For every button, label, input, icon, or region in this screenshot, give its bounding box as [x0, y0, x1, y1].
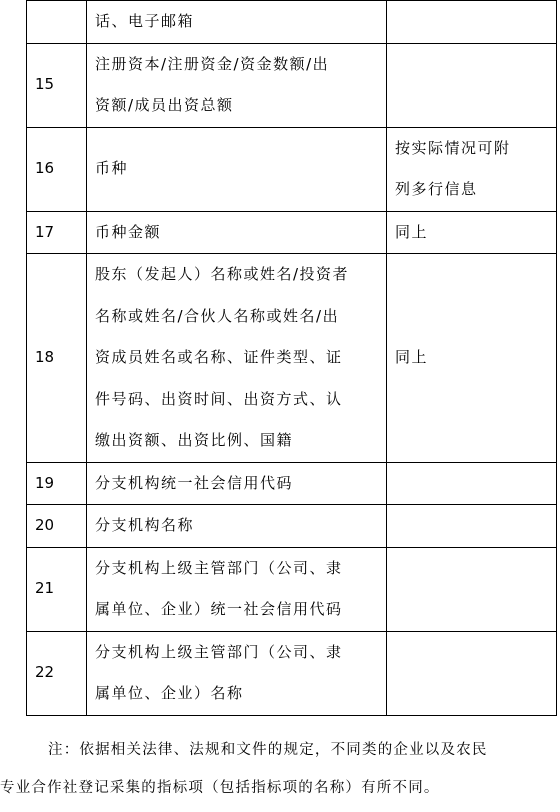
remark-line: 同上	[395, 348, 429, 366]
table-row	[27, 462, 557, 505]
remark-cell	[387, 547, 557, 631]
remark-cell	[387, 505, 557, 548]
indicator-item-line: 分支机构统一社会信用代码	[95, 473, 294, 492]
indicator-item-line: 分支机构名称	[95, 516, 195, 534]
indicator-item-line: 币种	[95, 159, 129, 178]
table-row	[27, 505, 557, 548]
table-row	[27, 254, 557, 463]
table-row	[27, 43, 557, 127]
indicator-item	[87, 462, 387, 505]
indicator-item-line: 属单位、企业）名称	[95, 684, 244, 702]
indicator-item	[87, 547, 387, 631]
indicator-item	[87, 254, 387, 463]
remark-line: 同上	[395, 222, 429, 241]
indicator-item-line: 币种金额	[95, 222, 162, 241]
footnote-line-2: 专业合作社登记采集的指标项（包括指标项的名称）有所不同。	[0, 780, 440, 796]
remark-cell	[387, 631, 557, 715]
indicator-item	[87, 43, 387, 127]
row-number: 19	[27, 462, 87, 505]
remark-line: 按实际情况可附	[395, 138, 511, 157]
row-number	[27, 1, 87, 44]
remark-line: 列多行信息	[395, 180, 478, 198]
indicator-item	[87, 127, 387, 211]
indicator-item	[87, 505, 387, 548]
row-number: 20	[27, 505, 87, 548]
remark-cell	[387, 43, 557, 127]
table-row	[27, 1, 557, 44]
indicator-item	[87, 631, 387, 715]
row-number: 15	[27, 43, 87, 127]
row-number: 16	[27, 127, 87, 211]
indicator-item-line: 缴出资额、出资比例、国籍	[95, 431, 294, 449]
row-number: 18	[27, 254, 87, 463]
remark-cell	[387, 462, 557, 505]
table-row	[27, 211, 557, 254]
indicator-item-line: 资额/成员出资总额	[95, 96, 234, 114]
indicator-item-line: 分支机构上级主管部门（公司、隶	[95, 642, 343, 661]
indicator-item-line: 股东（发起人）名称或姓名/投资者	[95, 265, 350, 283]
indicator-item	[87, 1, 387, 44]
remark-cell	[387, 1, 557, 44]
indicator-item-line: 注册资本/注册资金/资金数额/出	[95, 54, 330, 73]
indicator-item-line: 件号码、出资时间、出资方式、认	[95, 389, 343, 408]
indicator-item-line: 名称或姓名/合伙人名称或姓名/出	[95, 306, 340, 325]
row-number: 21	[27, 547, 87, 631]
row-number: 22	[27, 631, 87, 715]
footnote-line-1: 注：依据相关法律、法规和文件的规定，不同类的企业以及农民	[48, 742, 488, 758]
table-row	[27, 547, 557, 631]
indicator-item-line: 分支机构上级主管部门（公司、隶	[95, 558, 343, 577]
indicator-table	[26, 0, 557, 716]
remark-cell	[387, 211, 557, 254]
indicator-item-line: 资成员姓名或名称、证件类型、证	[95, 348, 343, 366]
table-row	[27, 631, 557, 715]
indicator-item-line: 属单位、企业）统一社会信用代码	[95, 600, 343, 618]
row-number: 17	[27, 211, 87, 254]
indicator-table-body	[27, 1, 557, 716]
indicator-item-line: 话、电子邮箱	[95, 12, 195, 30]
table-row	[27, 127, 557, 211]
remark-cell	[387, 127, 557, 211]
indicator-item	[87, 211, 387, 254]
remark-cell	[387, 254, 557, 463]
